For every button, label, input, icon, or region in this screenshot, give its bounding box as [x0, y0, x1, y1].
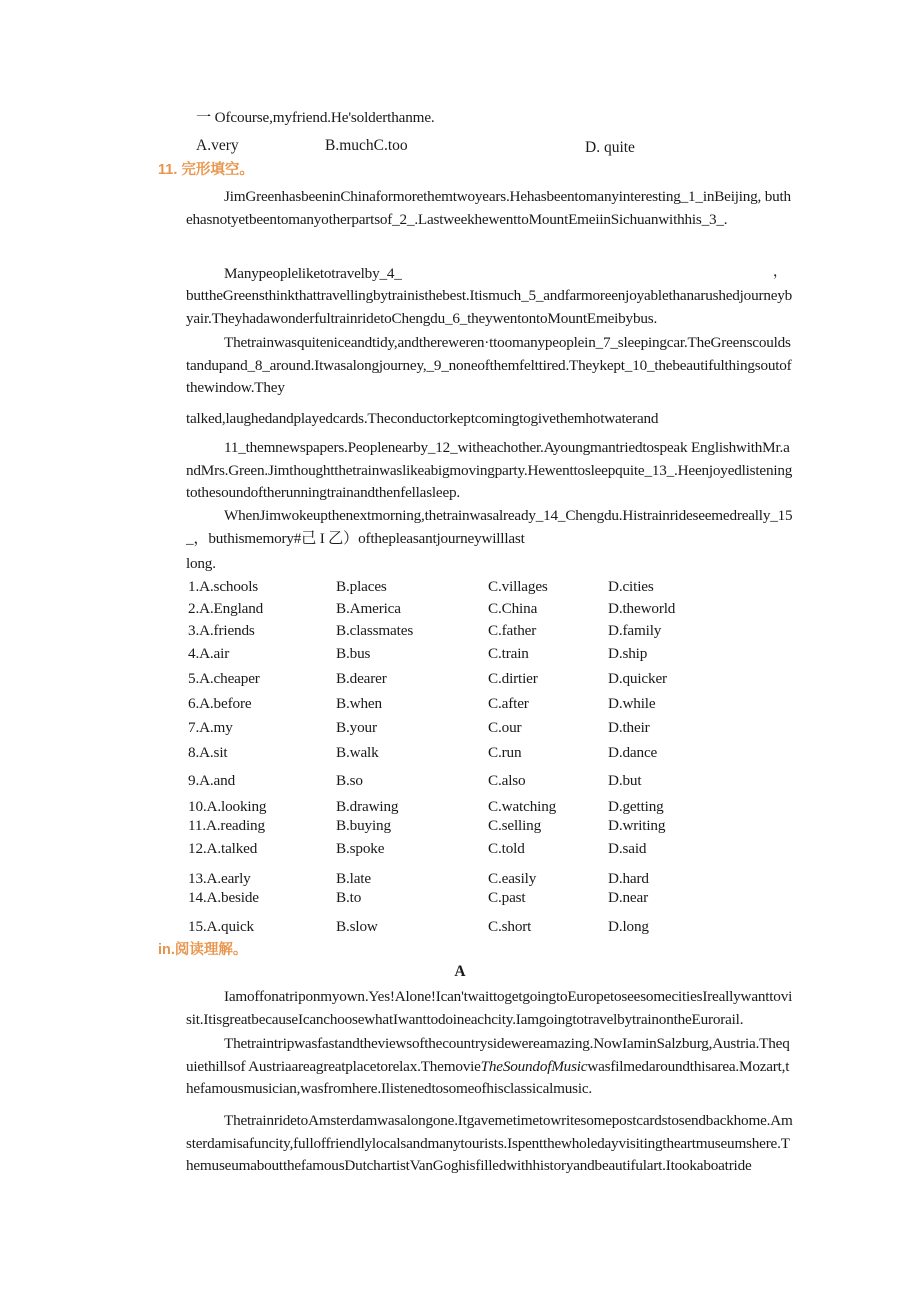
choice-a[interactable]: A.very: [196, 137, 239, 154]
cloze-option-c[interactable]: C.told: [488, 840, 525, 857]
reading-paragraph-3: ThetrainridetoAmsterdamwasalongone.Itgavemetimetowritesomepostcardstosendbackhome.Amsterdamisafuncity,fulloffriendlylocalsandmanytourists.Ispentthewholedayvisitingtheartmuseumshere.ThemuseumaboutthefamousDutchartistVanGoghisfilledwithhistoryandbeautifulart.Itookaboatride: [186, 1112, 793, 1174]
cloze-option-a[interactable]: 14.A.beside: [188, 889, 259, 906]
cloze-option-c[interactable]: C.after: [488, 695, 529, 712]
cloze-option-a[interactable]: 5.A.cheaper: [188, 670, 260, 687]
cloze-option-c[interactable]: C.our: [488, 719, 522, 736]
cloze-option-row: [188, 719, 828, 741]
cloze-option-a[interactable]: 6.A.before: [188, 695, 252, 712]
cloze-option-row: [188, 645, 828, 667]
section-heading-cloze: 11. 完形填空。: [158, 162, 254, 178]
cloze-option-b[interactable]: B.spoke: [336, 840, 385, 857]
cloze-option-c[interactable]: C.short: [488, 918, 532, 935]
cloze-option-c[interactable]: C.villages: [488, 578, 548, 595]
cloze-option-b[interactable]: B.to: [336, 889, 362, 906]
cloze-option-d[interactable]: D.but: [608, 772, 642, 789]
cloze-option-d[interactable]: D.while: [608, 695, 656, 712]
cloze-option-row: [188, 817, 828, 839]
cloze-option-b[interactable]: B.your: [336, 719, 377, 736]
cloze-option-c[interactable]: C.dirtier: [488, 670, 538, 687]
cloze-paragraph-2: Manypeopleliketotravelby_4_: [224, 265, 402, 282]
cloze-option-a[interactable]: 2.A.England: [188, 600, 264, 617]
section-heading-reading: in.阅读理解。: [158, 942, 248, 958]
cloze-paragraph-1: JimGreenhasbeeninChinaformorethemtwoyears.Hehasbeentomanyinteresting_1_inBeijing, buthehasnotyetbeentomanyotherpartsof_2_.LastweekhewenttoMountEmeiinSichuanwithhis_3_.: [186, 188, 791, 228]
cloze-option-c[interactable]: C.also: [488, 772, 526, 789]
cloze-option-a[interactable]: 13.A.early: [188, 870, 251, 887]
cloze-option-a[interactable]: 11.A.reading: [188, 817, 265, 834]
cloze-option-a[interactable]: 15.A.quick: [188, 918, 254, 935]
cloze-option-a[interactable]: 8.A.sit: [188, 744, 228, 761]
stray-comma-mark: ，: [773, 265, 787, 280]
reading-paragraph-2: Thetraintripwasfastandtheviewsofthecountrysidewereamazing.NowIaminSalzburg,Austria.Thequiethillsof Austriaareagreatplacetorelax.ThemovieTheSoundofMusicwasfilmedaroundthisarea.Mozart,thefamousmusician,wasfromhere.Ilistenedtosomeofhisclassicalmusic.: [186, 1035, 790, 1097]
cloze-option-c[interactable]: C.run: [488, 744, 522, 761]
cloze-option-c[interactable]: C.China: [488, 600, 538, 617]
cloze-option-row: [188, 578, 828, 600]
cloze-option-c[interactable]: C.watching: [488, 798, 557, 815]
cloze-option-d[interactable]: D.quicker: [608, 670, 667, 687]
cloze-paragraph-4: Thetrainwasquiteniceandtidy,andthereweren·ttoomanypeoplein_7_sleepingcar.TheGreenscouldstandupand_8_around.Itwasalongjourney,_9_noneofthemfelttired.Theykept_10_thebeautifulthingsoutofthewindow.They: [186, 334, 792, 396]
cloze-option-b[interactable]: B.places: [336, 578, 387, 595]
cloze-option-d[interactable]: D.family: [608, 622, 662, 639]
cloze-option-row: [188, 772, 828, 794]
passage-label-a: A: [454, 963, 466, 980]
cloze-option-row: [188, 744, 828, 766]
cloze-option-row: [188, 622, 828, 644]
cloze-option-d[interactable]: D.near: [608, 889, 648, 906]
cloze-option-b[interactable]: B.America: [336, 600, 401, 617]
cloze-paragraph-3: buttheGreensthinkthattravellingbytrainisthebest.Itismuch_5_andfarmoreenjoyablethanarushedjourneybyair.TheyhadawonderfultrainridetoChengdu_6_theywentontoMountEmeibybus.: [186, 287, 793, 327]
movie-title: TheSoundofMusic: [480, 1057, 588, 1075]
cloze-option-b[interactable]: B.bus: [336, 645, 371, 662]
cloze-option-d[interactable]: D.writing: [608, 817, 666, 834]
cloze-option-b[interactable]: B.late: [336, 870, 371, 887]
cloze-option-row: [188, 889, 828, 911]
cloze-option-c[interactable]: C.easily: [488, 870, 537, 887]
cloze-option-c[interactable]: C.train: [488, 645, 529, 662]
cloze-paragraph-8: long.: [186, 555, 216, 572]
cloze-option-row: [188, 600, 828, 622]
cloze-option-row: [188, 695, 828, 717]
cloze-paragraph-6: 11_themnewspapers.Peoplenearby_12_witheachother.Ayoungmantriedtospeak EnglishwithMr.andMrs.Green.Jimthoughtthetrainwaslikeabigmovingparty.Hewenttosleepquite_13_.Heenjoyedlisteningtothesoundoftherunningtrainandthenfellasleep.: [186, 439, 793, 501]
cloze-option-c[interactable]: C.past: [488, 889, 526, 906]
cloze-option-a[interactable]: 9.A.and: [188, 772, 236, 789]
cloze-option-row: [188, 918, 828, 940]
dialogue-line: 一 Ofcourse,myfriend.He'solderthanme.: [196, 109, 435, 126]
cloze-option-row: [188, 840, 828, 862]
cloze-paragraph-5: talked,laughedandplayedcards.Theconductorkeptcomingtogivethemhotwaterand: [186, 410, 659, 427]
cloze-option-d[interactable]: D.said: [608, 840, 647, 857]
cloze-option-c[interactable]: C.father: [488, 622, 537, 639]
cloze-option-d[interactable]: D.theworld: [608, 600, 676, 617]
cloze-paragraph-7: WhenJimwokeupthenextmorning,thetrainwasalready_14_Chengdu.Histrainrideseemedreally_15_，buthismemory#己 I 乙）ofthepleasantjourneywilllast: [186, 507, 793, 547]
cloze-option-b[interactable]: B.dearer: [336, 670, 387, 687]
cloze-option-d[interactable]: D.their: [608, 719, 650, 736]
cloze-option-b[interactable]: B.so: [336, 772, 363, 789]
cloze-option-c[interactable]: C.selling: [488, 817, 542, 834]
cloze-option-d[interactable]: D.getting: [608, 798, 664, 815]
cloze-option-a[interactable]: 10.A.looking: [188, 798, 267, 815]
cloze-option-d[interactable]: D.long: [608, 918, 649, 935]
cloze-option-a[interactable]: 7.A.my: [188, 719, 233, 736]
cloze-option-d[interactable]: D.cities: [608, 578, 654, 595]
cloze-option-b[interactable]: B.slow: [336, 918, 378, 935]
cloze-option-d[interactable]: D.ship: [608, 645, 648, 662]
cloze-option-b[interactable]: B.classmates: [336, 622, 414, 639]
cloze-option-a[interactable]: 1.A.schools: [188, 578, 259, 595]
choice-bc[interactable]: B.muchC.too: [325, 137, 408, 154]
cloze-option-b[interactable]: B.when: [336, 695, 382, 712]
cloze-option-a[interactable]: 4.A.air: [188, 645, 230, 662]
cloze-option-b[interactable]: B.buying: [336, 817, 391, 834]
cloze-option-row: [188, 670, 828, 692]
cloze-option-d[interactable]: D.dance: [608, 744, 658, 761]
cloze-option-a[interactable]: 3.A.friends: [188, 622, 255, 639]
reading-paragraph-1: Iamoffonatriponmyown.Yes!Alone!Ican'twaittogetgoingtoEuropetoseesomecitiesIreallywanttovisit.ItisgreatbecauseIcanchoosewhatIwanttodoineachcity.IamgoingtotravelbytrainontheEurorail.: [186, 988, 793, 1028]
cloze-option-b[interactable]: B.walk: [336, 744, 379, 761]
cloze-option-a[interactable]: 12.A.talked: [188, 840, 258, 857]
cloze-option-d[interactable]: D.hard: [608, 870, 649, 887]
cloze-option-b[interactable]: B.drawing: [336, 798, 399, 815]
choice-d[interactable]: D. quite: [585, 139, 635, 156]
